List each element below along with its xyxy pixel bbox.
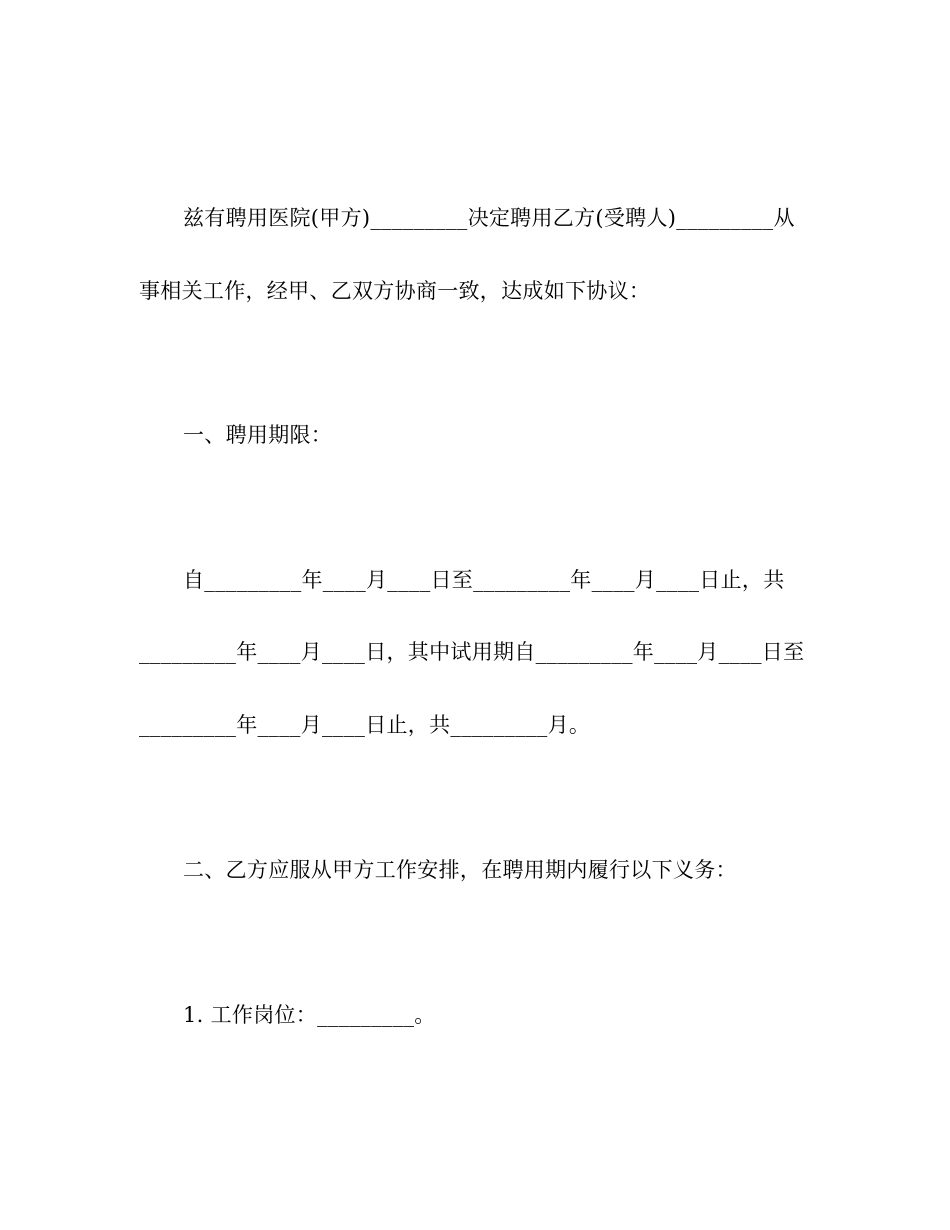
section-1-line-3: _________年____月____日止，共_________月。	[139, 713, 591, 737]
section-1-line-2: _________年____月____日，其中试用期自_________年____月____日至	[139, 640, 805, 664]
section-2-item-1: 1. 工作岗位：_________。	[183, 1003, 436, 1027]
section-1-line-1: 自_________年____月____日至_________年____月____日止，共	[183, 568, 785, 592]
section-1-heading: 一、聘用期限：	[183, 423, 333, 447]
intro-line-1: 兹有聘用医院(甲方)_________决定聘用乙方(受聘人)_________从	[183, 206, 795, 230]
section-2-heading: 二、乙方应服从甲方工作安排，在聘用期内履行以下义务：	[183, 858, 737, 882]
intro-line-2: 事相关工作，经甲、乙双方协商一致，达成如下协议：	[139, 279, 651, 303]
